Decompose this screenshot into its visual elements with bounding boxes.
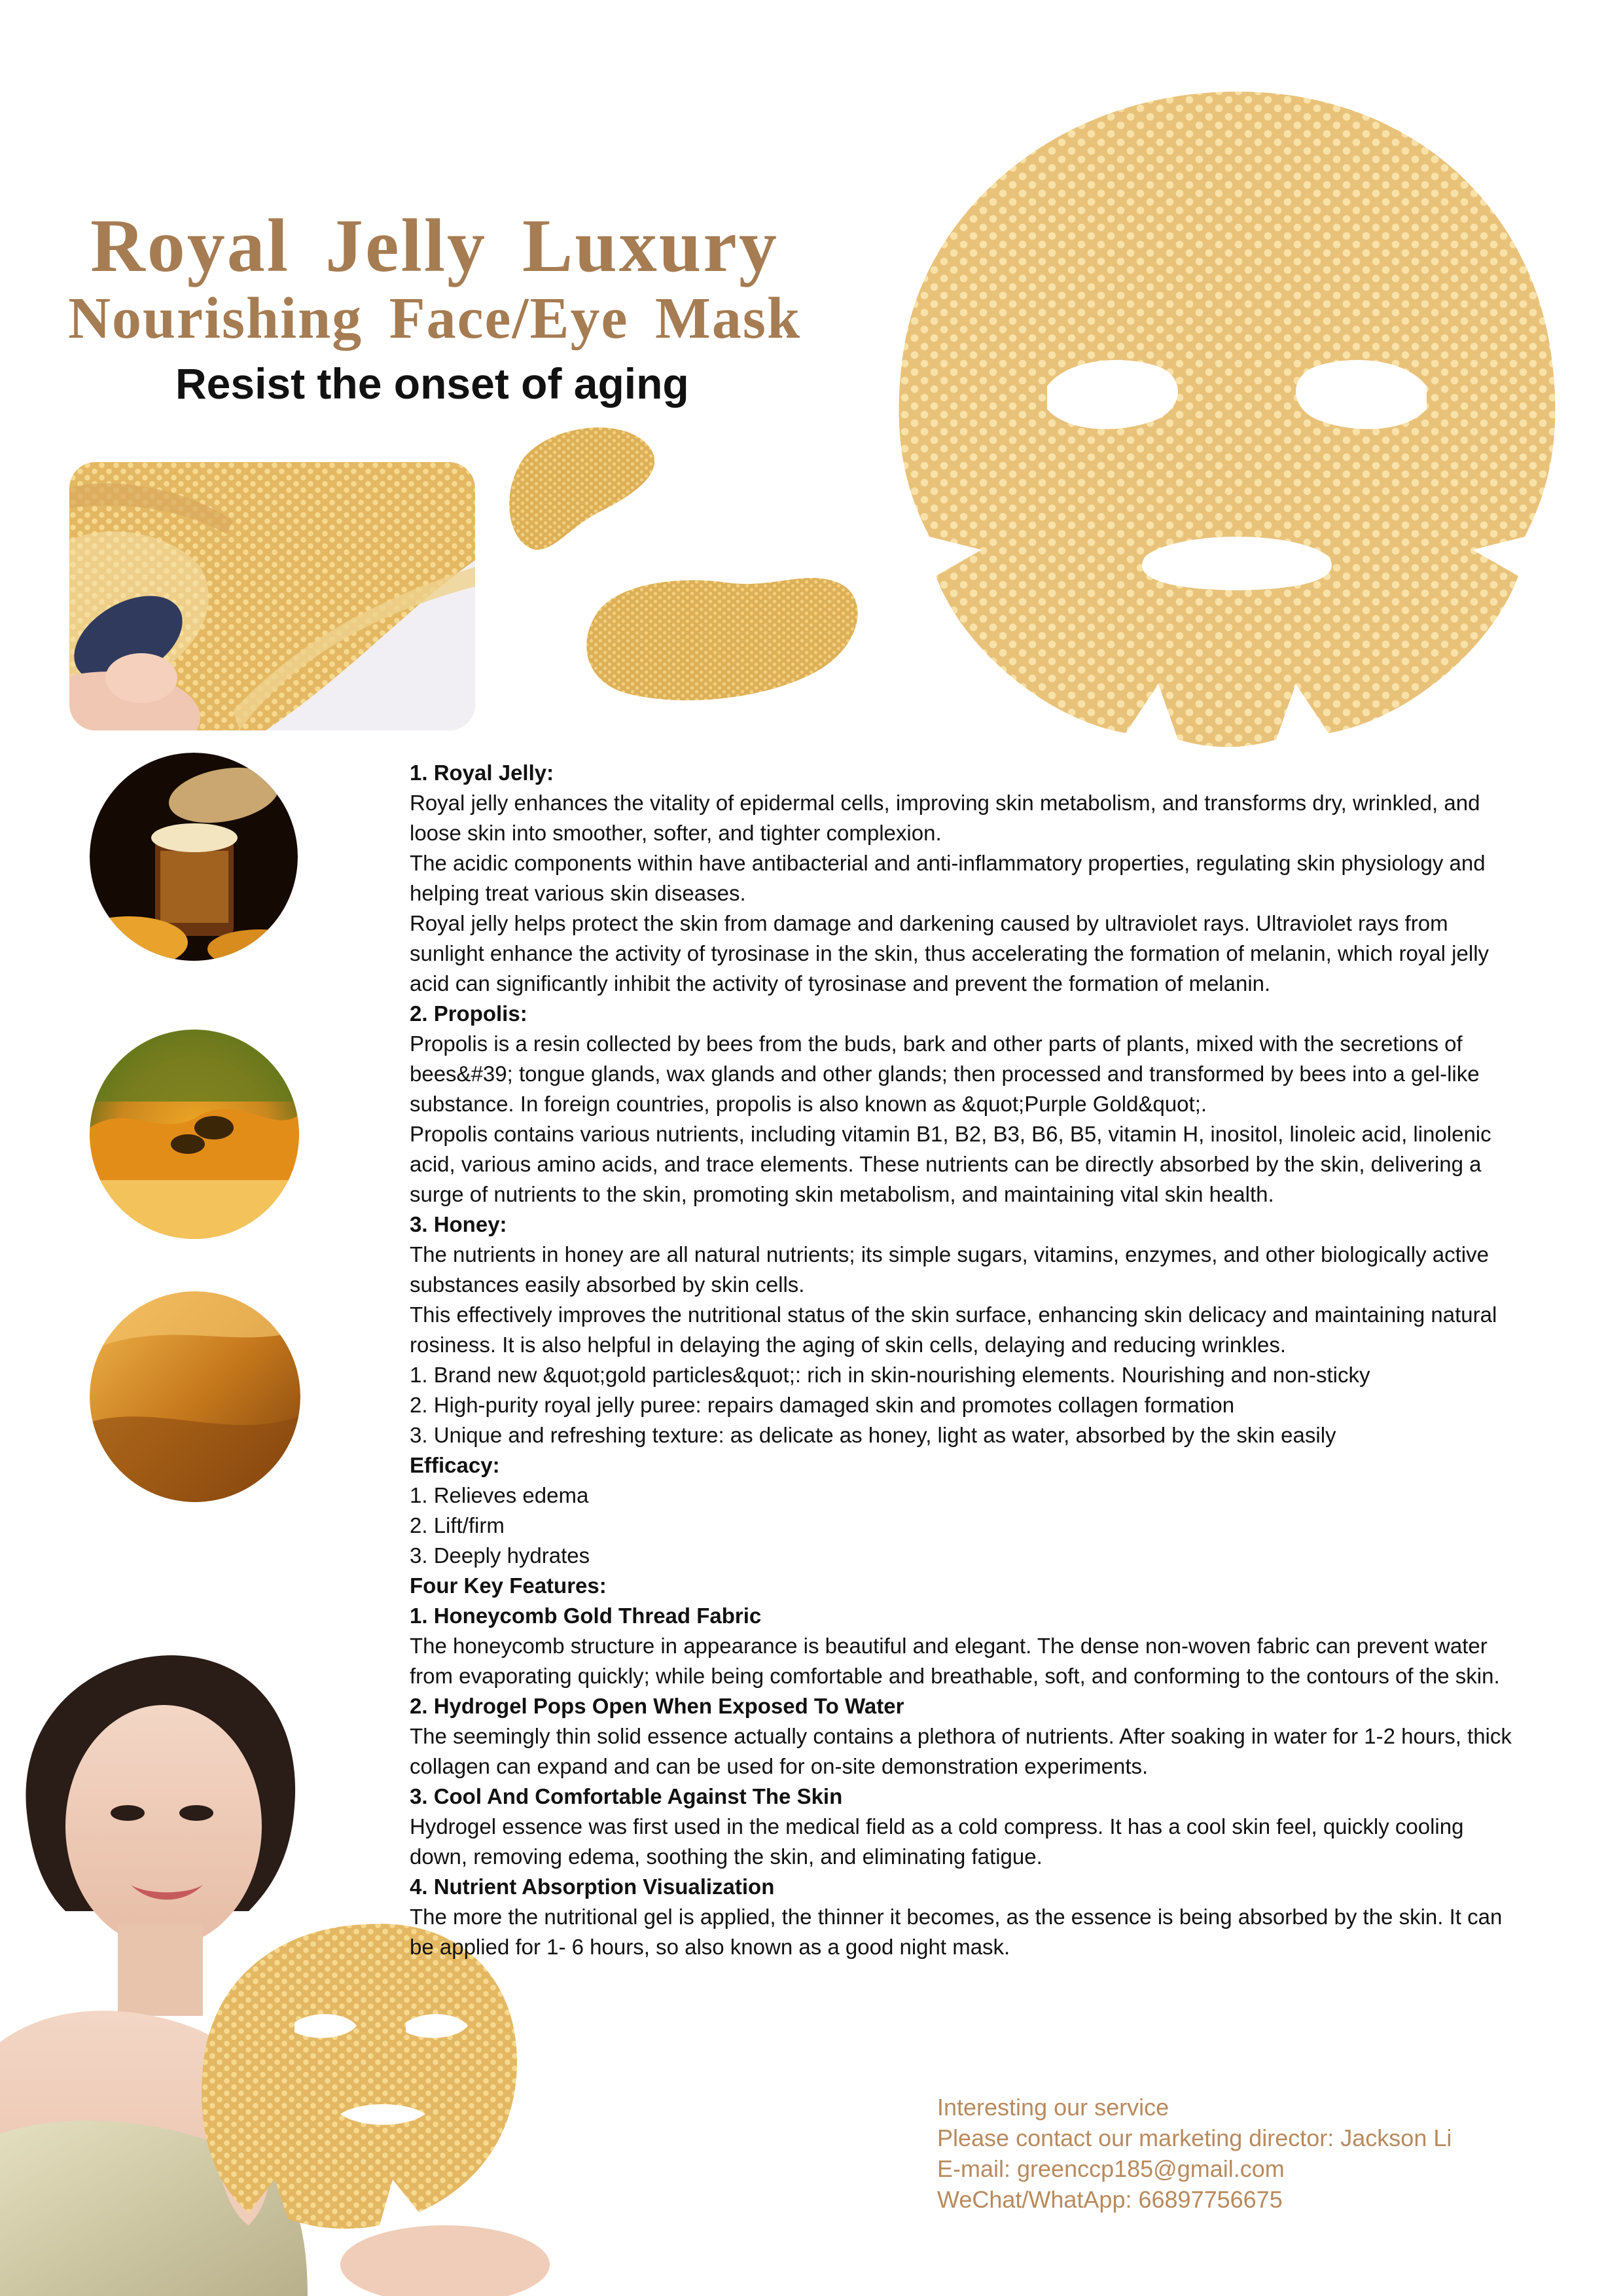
body-paragraph: The nutrients in honey are all natural nutrients; its simple sugars, vitamins, enzymes, and other biologically active substances easily absorbed by skin cells. [410,1242,1489,1297]
section-heading: 3. Honey: [410,1212,507,1236]
body-paragraph: 1. Relieves edema [410,1483,589,1507]
body-paragraph: The acidic components within have antibacterial and anti-inflammatory properties, regulating skin physiology and helping treat various skin diseases. [410,851,1486,905]
eye-patch-image [497,419,890,720]
body-paragraph: 1. Brand new &quot;gold particles&quot;: rich in skin-nourishing elements. Nourishing and non-sticky [410,1363,1370,1387]
contact-wechat: WeChat/WhatApp: 66897756675 [937,2186,1283,2213]
body-paragraph: Propolis contains various nutrients, including vitamin B1, B2, B3, B6, B5, vitamin H, inositol, linoleic acid, linolenic acid, various amino acids, and trace elements. These nutrients can be directly absorbed by the skin, delivering a surge of nutrients to the skin, promoting skin metabolism, and maintaining vital skin health. [410,1122,1491,1206]
section-heading: 1. Royal Jelly: [410,761,554,785]
contact-intro: Interesting our service [937,2094,1169,2121]
mask-peel-photo [69,462,475,730]
body-paragraph: Propolis is a resin collected by bees from the buds, bark and other parts of plants, mixed with the secretions of bees&#39; tongue glands, wax glands and other glands; then processed and transformed by bees into a gel-like substance. In foreign countries, propolis is also known as &quot;Purple Gold&quot;. [410,1031,1480,1116]
title-line2: Nourishing Face/Eye Mask [68,286,802,351]
face-mask-image [870,79,1603,766]
contact-email[interactable]: E-mail: greenccp185@gmail.com [937,2155,1285,2182]
body-paragraph: The more the nutritional gel is applied, the thinner it becomes, as the essence is being absorbed by the skin. It can be applied for 1- 6 hours, so also known as a good night mask. [410,1905,1503,1959]
body-paragraph: 2. High-purity royal jelly puree: repairs damaged skin and promotes collagen formation [410,1393,1235,1417]
body-paragraph: The honeycomb structure in appearance is beautiful and elegant. The dense non-woven fabric can prevent water from evaporating quickly; while being comfortable and breathable, soft, and conforming to the contours of the skin. [410,1634,1500,1688]
royal-jelly-jar-photo [90,753,298,961]
body-paragraph: The seemingly thin solid essence actually contains a plethora of nutrients. After soaking in water for 1-2 hours, thick collagen can expand and can be used for on-site demonstration experiments. [410,1724,1512,1778]
section-heading: 2. Propolis: [410,1001,527,1026]
body-paragraph: Royal jelly enhances the vitality of epidermal cells, improving skin metabolism, and transforms dry, wrinkled, and loose skin into smoother, softer, and tighter complexion. [410,791,1480,845]
section-heading: 1. Honeycomb Gold Thread Fabric [410,1604,762,1628]
body-paragraph: Hydrogel essence was first used in the medical field as a cold compress. It has a cool skin feel, quickly cooling down, removing edema, soothing the skin, and eliminating fatigue. [410,1814,1464,1869]
contact-block [937,2092,1592,2215]
body-paragraph: This effectively improves the nutritional status of the skin surface, enhancing skin delicacy and maintaining natural rosiness. It is also helpful in delaying the aging of skin cells, delaying and reducing wrinkles. [410,1302,1497,1357]
propolis-bee-photo [90,1030,299,1239]
section-heading: 3. Cool And Comfortable Against The Skin [410,1784,843,1808]
section-heading: 4. Nutrient Absorption Visualization [410,1874,775,1899]
body-paragraph: 3. Unique and refreshing texture: as delicate as honey, light as water, absorbed by the skin easily [410,1423,1336,1447]
honeycomb-photo [90,1291,300,1502]
body-paragraph: 3. Deeply hydrates [410,1543,590,1568]
body-paragraph: Royal jelly helps protect the skin from damage and darkening caused by ultraviolet rays. Ultraviolet rays from sunlight enhance the activity of tyrosinase in the skin, thus accelerating the formation of melanin, which royal jelly acid can significantly inhibit the activity of tyrosinase and prevent the formation of melanin. [410,911,1489,996]
section-heading: 2. Hydrogel Pops Open When Exposed To Water [410,1694,904,1718]
product-description [410,758,1522,1962]
section-heading: Four Key Features: [410,1573,607,1598]
section-heading: Efficacy: [410,1453,500,1477]
contact-director: Please contact our marketing director: Jackson Li [937,2125,1452,2151]
body-paragraph: 2. Lift/firm [410,1513,505,1537]
tagline: Resist the onset of aging [175,359,689,408]
title-line1: Royal Jelly Luxury [90,204,779,288]
